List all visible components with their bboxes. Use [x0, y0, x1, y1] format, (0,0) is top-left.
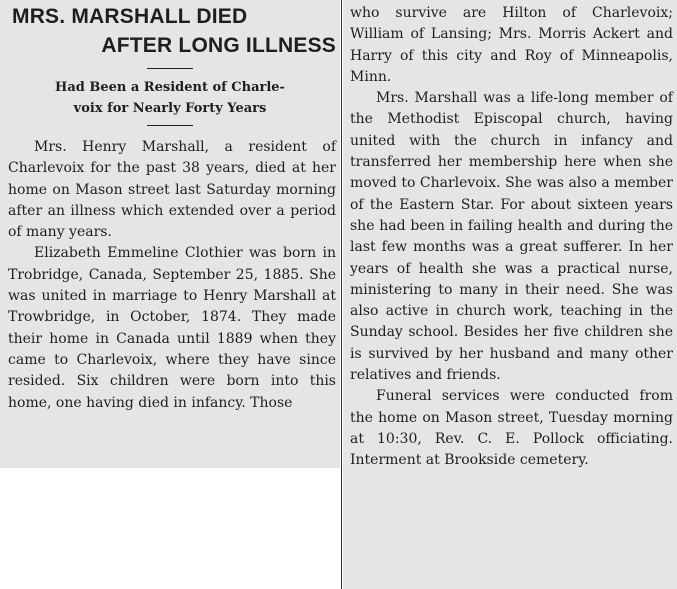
subhead-line-1: Had Been a Resident of Charle- — [55, 80, 285, 95]
paragraph: Funeral services were conducted from the home on Mason street, Tuesday morning at 10:30, Rev. C. E. Pollock officiating. Interment at Brookside cemetery. — [350, 388, 673, 469]
headline-line-2: AFTER LONG ILLNESS — [101, 34, 336, 57]
subhead-line-2: voix for Nearly Forty Years — [73, 101, 267, 116]
left-body — [0, 137, 340, 414]
left-column — [0, 0, 340, 468]
subhead-divider — [147, 125, 193, 126]
right-column — [343, 0, 677, 589]
column-rule — [341, 0, 342, 589]
paragraph: Mrs. Henry Marshall, a resident of Charlevoix for the past 38 years, died at her home on Mason street last Saturday morning after an illness which extended over a period of many years. — [8, 139, 336, 241]
paragraph: Mrs. Marshall was a life-long member of the Methodist Episcopal church, having united with the church in infancy and transferred her membership here when she moved to Charlevoix. She was also a member of the Eastern Star. For about sixteen years she had been in failing health and during the last few months was a great sufferer. In her years of health she was a practical nurse, ministering to many in their need. She was also active in church work, teaching in the Sunday school. Besides her five children she is survived by her husband and many other relatives and friends. — [350, 90, 673, 384]
paragraph: who survive are Hilton of Charlevoix; William of Lansing; Mrs. Morris Ackert and Harry of this city and Roy of Minneapolis, Minn. — [350, 5, 673, 85]
headline-line-1: MRS. MARSHALL DIED — [12, 5, 248, 28]
right-body — [343, 3, 677, 472]
headline-divider — [147, 68, 193, 69]
paragraph: Elizabeth Emmeline Clothier was born in Trobridge, Canada, September 25, 1885. She was united in marriage to Henry Marshall at Trowbridge, in October, 1874. They made their home in Canada until 1889 when they came to Charlevoix, where they have since resided. Six children were born into this home, one having died in infancy. Those — [8, 245, 336, 411]
